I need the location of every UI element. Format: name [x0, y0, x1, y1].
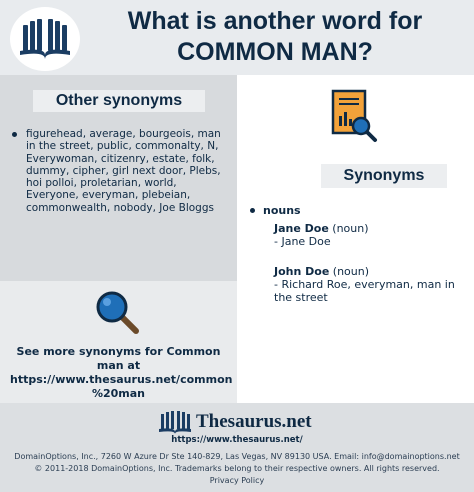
title-line-1: What is another word for — [127, 7, 423, 35]
other-synonyms-list: figurehead, average, bourgeois, man in the street, public, commonalty, N, Everywoman, citizenry, estate, folk, dummy, cipher, girl next door, Plebs, hoi polloi, proletarian, world, Everyone, everyman, plebeian, commonwealth, nobody, Joe Bloggs — [26, 128, 221, 214]
synonym-entry — [274, 265, 469, 304]
footer-url-link[interactable]: https://www.thesaurus.net/ — [171, 435, 303, 445]
entry-pos: (noun) — [332, 265, 370, 278]
see-more-link[interactable] — [10, 345, 233, 401]
entry-synonyms-cont: the street — [274, 291, 328, 304]
footer-brand[interactable] — [158, 411, 312, 433]
footer — [0, 403, 474, 492]
entry-synonyms: - Richard Roe, everyman, man in — [274, 278, 455, 291]
part-of-speech-label: nouns — [263, 204, 301, 217]
magnifier-icon — [95, 290, 141, 336]
footer-copyright: © 2011-2018 DomainOptions, Inc. Trademarks belong to their respective owners. All rights reserved. — [34, 464, 440, 473]
bullet-icon — [12, 132, 17, 137]
book-icon — [17, 17, 73, 61]
other-synonyms-panel — [0, 75, 237, 281]
see-more-line-3: https://www.thesaurus.net/common — [10, 373, 233, 386]
page-title — [100, 6, 450, 68]
footer-info — [0, 451, 474, 487]
privacy-policy-link[interactable]: Privacy Policy — [209, 476, 265, 485]
header — [0, 0, 474, 75]
footer-address: DomainOptions, Inc., 7260 W Azure Dr Ste 140-829, Las Vegas, NV 89130 USA. Email: info@domainoptions.net — [14, 452, 460, 461]
entry-word: John Doe — [274, 265, 330, 278]
entry-pos: (noun) — [332, 222, 369, 235]
document-chart-icon — [330, 88, 380, 146]
entry-synonyms: - Jane Doe — [274, 235, 331, 248]
book-icon — [158, 410, 192, 434]
title-line-2: COMMON MAN? — [177, 38, 373, 66]
synonym-entry — [274, 222, 469, 248]
see-more-line-2: man at — [96, 359, 141, 372]
synonyms-panel — [237, 75, 474, 403]
brand-name: Thesaurus.net — [196, 411, 312, 432]
bullet-icon — [250, 208, 255, 213]
other-synonyms-heading: Other synonyms — [33, 90, 205, 112]
see-more-line-1: See more synonyms for Common — [16, 345, 221, 358]
synonyms-heading: Synonyms — [321, 164, 447, 188]
entry-headword[interactable] — [274, 265, 469, 278]
see-more-line-4: %20man — [91, 387, 146, 400]
see-more-panel — [0, 281, 237, 403]
site-logo[interactable] — [10, 7, 80, 71]
entry-headword[interactable] — [274, 222, 469, 235]
entry-word: Jane Doe — [274, 222, 329, 235]
